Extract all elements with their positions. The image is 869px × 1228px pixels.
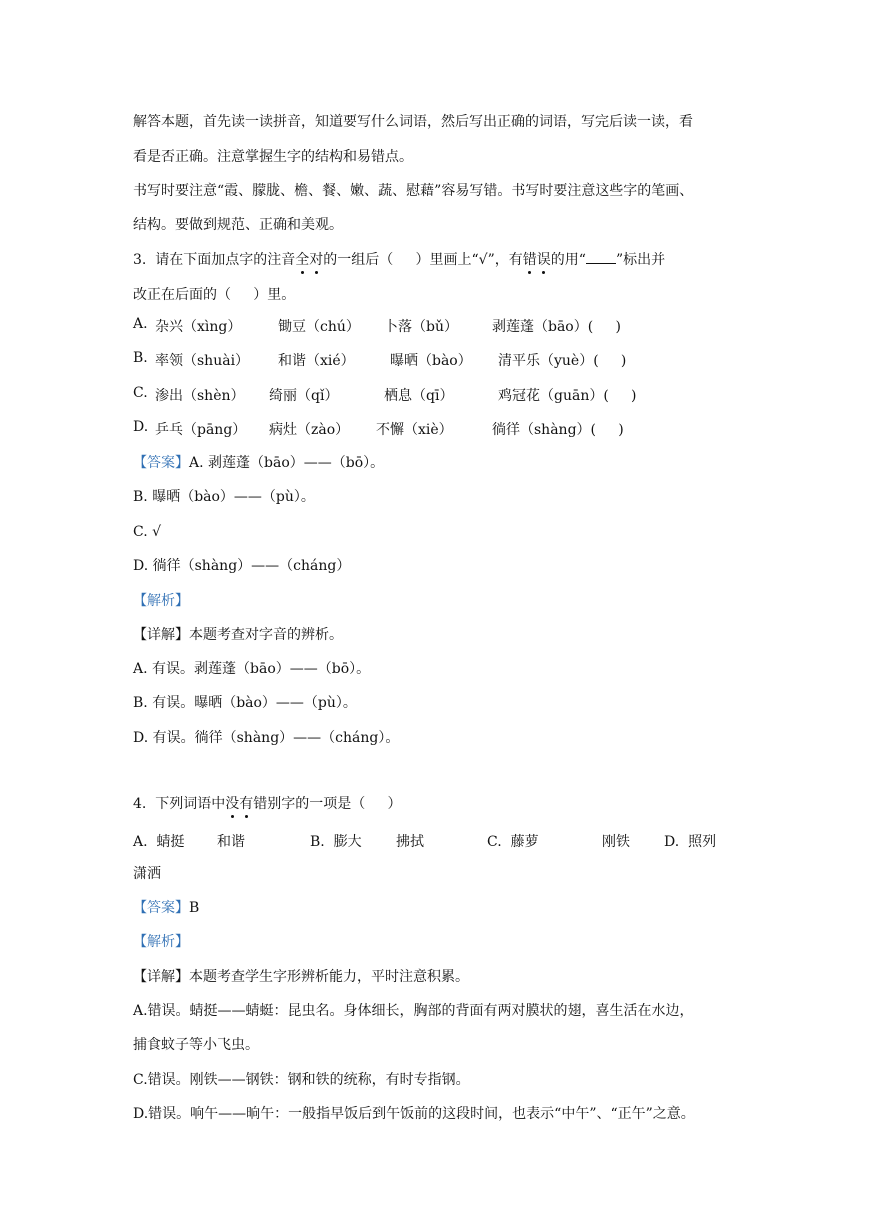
answer-tag: 【答案】 (133, 455, 189, 471)
q4-detail-d: D.错误。响午——晌午：一般指早饭后到午饭前的这段时间，也表示“中午”、“正午”之意。 (133, 1106, 695, 1122)
option-item: 曝晒（bào） (390, 353, 472, 369)
option-item: 栖息（qī） (384, 388, 454, 404)
option-item: 乒乓（pāng） (155, 422, 247, 438)
q4-detail-c: C.错误。刚铁——钢铁：钢和铁的统称，有时专指钢。 (133, 1072, 470, 1088)
q3-detail-d: D. 有误。徜徉（shàng）——（cháng）。 (133, 730, 400, 746)
q3-answer-line (133, 454, 384, 472)
option-item: 不懈（xiè） (376, 422, 453, 438)
intro-line-3: 书写时要注意“霞、朦胧、檐、餐、嫩、蔬、慰藉”容易写错。书写时要注意这些字的笔画、 (133, 183, 694, 199)
option-item: C. 藤萝 (487, 834, 539, 850)
q3-answer-d: D. 徜徉（shàng）——（cháng） (133, 558, 351, 574)
option-label: D. (133, 419, 149, 435)
q4-detail-a: A.错误。蜻挺——蜻蜓：昆虫名。身体细长，胸部的背面有两对膜状的翅，喜生活在水边， (133, 1003, 694, 1019)
q3-analysis-tag: 【解析】 (133, 593, 189, 609)
q3-detail-b: B. 有误。曝晒（bào）——（pù）。 (133, 695, 357, 711)
underline-blank (586, 251, 616, 264)
q4-detail-a-cont: 捕食蚊子等小飞虫。 (133, 1037, 259, 1053)
option-label: C. (133, 385, 148, 401)
q3-detail-a: A. 有误。剥莲蓬（bāo）——（bō）。 (133, 661, 371, 677)
q4-option-wrap: 潇洒 (133, 866, 161, 882)
detail-tag: 【详解】 (133, 969, 189, 985)
option-label: B. (133, 350, 148, 366)
option-item: 锄豆（chú） (278, 319, 360, 335)
option-item: 刚铁 (602, 834, 630, 850)
answer-tag: 【答案】 (133, 900, 189, 916)
emphasis-char: 错 (522, 252, 537, 268)
option-item: D. 照列 (664, 834, 717, 850)
option-item: 鸡冠花（guān）( ) (498, 388, 637, 404)
option-item: 拂拭 (396, 834, 424, 850)
option-item: B. 膨大 (310, 834, 362, 850)
q3-detail-line (133, 626, 343, 644)
intro-line-1: 解答本题，首先读一读拼音，知道要写什么词语，然后写出正确的词语，写完后读一读，看 (133, 114, 693, 130)
intro-line-4: 结构。要做到规范、正确和美观。 (133, 217, 343, 233)
emphasis-char: 有 (239, 796, 254, 812)
detail-text: 本题考查学生字形辨析能力，平时注意积累。 (189, 969, 469, 985)
option-item: 剥莲蓬（bāo）( ) (492, 319, 621, 335)
emphasis-char: 对 (309, 252, 324, 268)
q3-stem-part-2: 的一组后（ ）里画上“√”，有 (323, 252, 523, 268)
option-label: A. (133, 316, 148, 332)
option-item: 绮丽（qǐ） (269, 388, 339, 404)
option-item: 徜徉（shàng）( ) (492, 422, 624, 438)
emphasis-char: 误 (536, 252, 551, 268)
option-item: 率领（shuài） (155, 353, 250, 369)
answer-text: A. 剥莲蓬（bāo）——（bō）。 (189, 455, 385, 471)
option-item: 清平乐（yuè）( ) (498, 353, 627, 369)
q4-detail-line (133, 968, 469, 986)
detail-tag: 【详解】 (133, 627, 189, 643)
q3-stem-part-1: 3. 请在下面加点字的注音 (133, 252, 296, 268)
q4-answer-line (133, 899, 199, 917)
q3-stem-line-2: 改正在后面的（ ）里。 (133, 287, 296, 303)
q3-answer-c: C. √ (133, 524, 162, 540)
emphasis-char: 没 (225, 796, 240, 812)
intro-line-2: 看是否正确。注意掌握生字的结构和易错点。 (133, 149, 413, 165)
option-item: 和谐 (217, 834, 245, 850)
answer-text: B (189, 900, 200, 916)
q4-analysis-tag: 【解析】 (133, 934, 189, 950)
option-item: 杂兴（xìng） (155, 319, 242, 335)
q3-stem-line-1 (133, 251, 665, 269)
option-item: 和谐（xié） (278, 353, 355, 369)
option-item: 卜落（bǔ） (384, 319, 458, 335)
q4-stem (133, 795, 402, 813)
q3-answer-b: B. 曝晒（bào）——（pù）。 (133, 489, 315, 505)
q4-stem-part-2: 错别字的一项是（ ） (253, 796, 402, 812)
emphasis-char: 全 (295, 252, 310, 268)
q3-stem-part-4: ”标出并 (615, 252, 666, 268)
q4-stem-part-1: 4. 下列词语中 (133, 796, 226, 812)
option-item: 病灶（zào） (269, 422, 350, 438)
detail-text: 本题考查对字音的辨析。 (189, 627, 343, 643)
option-item: 渗出（shèn） (155, 388, 245, 404)
option-item: A. 蜻挺 (133, 834, 185, 850)
q3-stem-part-3: 的用“ (550, 252, 586, 268)
